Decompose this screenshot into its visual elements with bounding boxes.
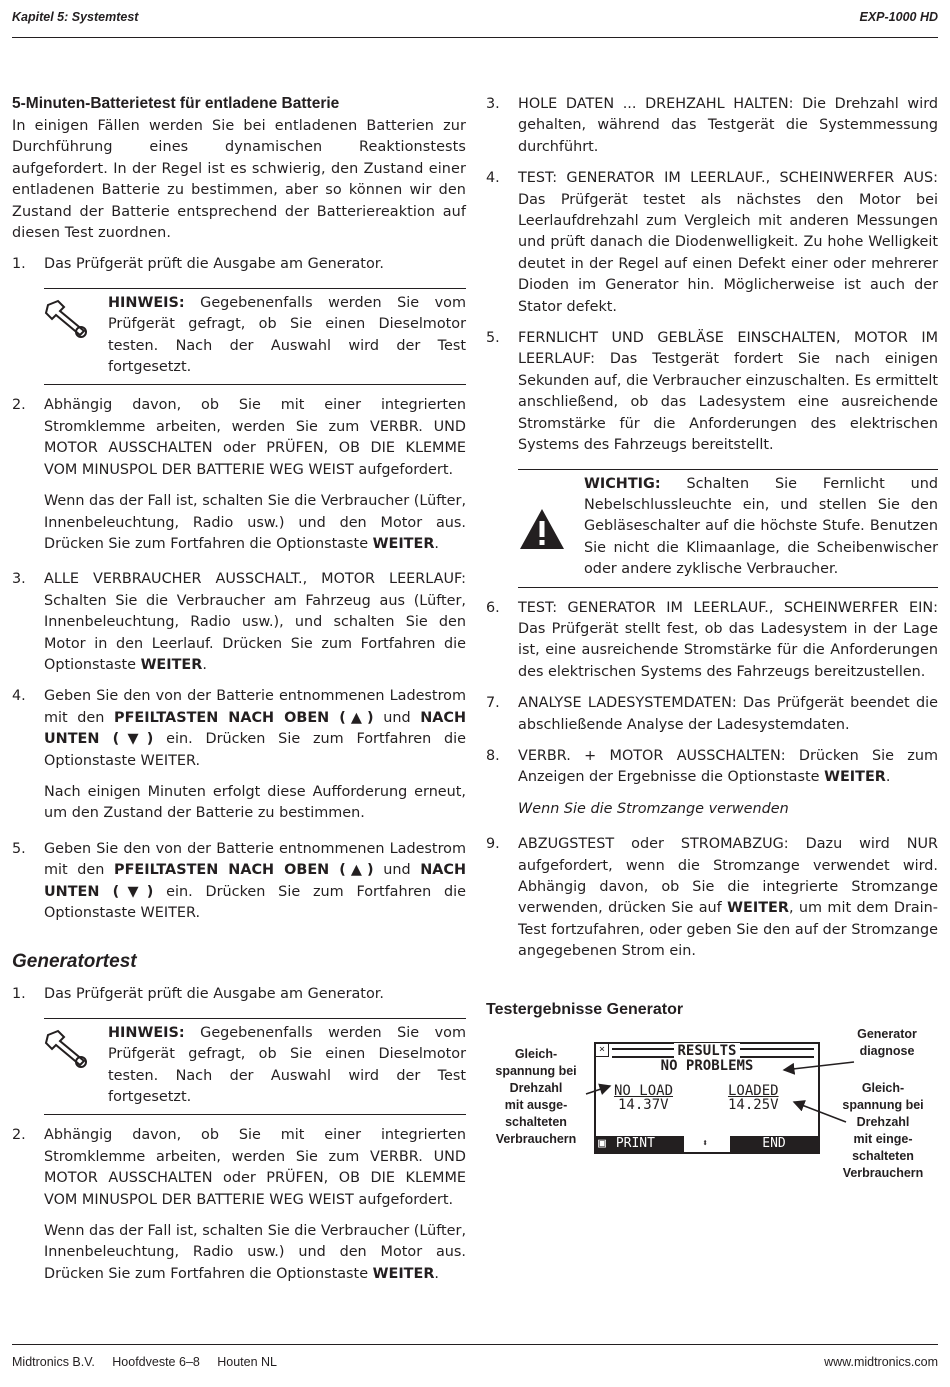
loaded-label: LOADED: [728, 1083, 779, 1100]
item-text: Abhängig davon, ob Sie mit einer integrierten Stromklemme arbeiten, werden Sie zum VERBR. UND MOTOR AUSSCHALTEN oder PRÜFEN, OB DIE KLEMME VOM MINUSPOL DER BATTERIE WEG WEIST aufgefordert.: [44, 397, 466, 478]
list-item: [486, 746, 938, 789]
note-body: Gegebenenfalls werden Sie vom Prüfgerät gefragt, ob Sie einen Dieselmotor testen. Nach der Auswahl wird der Test fortgesetzt.: [108, 294, 466, 376]
figure-title: Testergebnisse Generator: [486, 1000, 684, 1018]
arrow-diagnose: [784, 1062, 854, 1070]
lcd-title: RESULTS: [596, 1044, 818, 1058]
warning-label: WICHTIG:: [584, 475, 661, 492]
item-subparagraph: Nach einigen Minuten erfolgt diese Aufforderung erneut, um den Zustand der Batterie zu bestimmen.: [44, 783, 466, 822]
item-number: 3.: [486, 96, 500, 112]
callout-arrows: [486, 1024, 938, 1184]
noload-label: NO LOAD: [614, 1083, 674, 1100]
list-item: [12, 686, 466, 772]
item-number: 4.: [12, 688, 26, 705]
up-down-arrow-icon[interactable]: ⬍: [701, 1138, 709, 1150]
item-text: FERNLICHT UND GEBLÄSE EINSCHALTEN, MOTOR IM LEERLAUF: Das Testgerät fordert Sie nach einigen Sekunden auf, die Verbraucher einzuschalten. Es ermittelt anschließend, ob das Ladesystem eine ausreichende Stromstärke für die Anforderungen des elektrischen Systems des Fahrzeugs bereitstellt.: [518, 330, 938, 454]
list-item: [12, 395, 466, 481]
caption-left: Gleich- spannung bei Drehzahl mit ausge- schalteten Verbrauchern: [495, 1047, 577, 1147]
item-text: Geben Sie den von der Batterie entnommenen Ladestrom mit den PFEILTASTEN NACH OBEN (▲) und NACH UNTEN (▼) ein. Drücken Sie zum Fortfahren die Optionstaste WEITER.: [44, 840, 467, 921]
warning-box: [518, 469, 938, 588]
item-number: 1.: [12, 256, 26, 273]
footer-rule: [12, 1344, 938, 1345]
list-item: [486, 693, 938, 736]
intro-paragraph: In einigen Fällen werden Sie bei entladenen Batterien zur Durchführung eines dynamischen Reaktionstests aufgefordert. In der Regel ist es schwierig, den Zustand einer entladenen Batterie zu bestimmen, aber so können wir den Zustand der Batterie entsprechend der Batteriereaktion auf diesen Test zuordnen.: [12, 118, 466, 242]
wrench-icon: [44, 1023, 108, 1109]
arrow-noload: [586, 1086, 610, 1094]
warning-body: Schalten Sie Fernlicht und Nebelschlussleuchte ein, und stellen Sie den Gebläseschalter auf die höchste Stufe. Benutzen Sie nicht die Klimaanlage, die Scheibenwischer oder andere zyklische Verbraucher.: [584, 475, 938, 578]
item-number: 5.: [486, 330, 500, 347]
list-item: [12, 839, 466, 925]
note-label: HINWEIS:: [108, 1024, 185, 1041]
item-text: TEST: GENERATOR IM LEERLAUF., SCHEINWERFER EIN: Das Prüfgerät stellt fest, ob das Ladesystem in der Lage ist, eine ausreichende Stromstärke für die Anforderungen des elektrischen Systems des Fahrzeugs bereitzustellen.: [518, 599, 938, 680]
page-header: [12, 10, 938, 30]
section-heading-generator: Generatortest: [12, 951, 137, 973]
list-item: [12, 1125, 466, 1211]
item-number: 7.: [486, 695, 500, 712]
item-text: Abhängig davon, ob Sie mit einer integrierten Stromklemme arbeiten, werden Sie zum VERBR. UND MOTOR AUSSCHALTEN oder PRÜFEN, OB DIE KLEMME VOM MINUSPOL DER BATTERIE WEG WEIST aufgefordert.: [44, 1127, 466, 1208]
item-text: TEST: GENERATOR IM LEERLAUF., SCHEINWERFER AUS: Das Prüfgerät testet als nächstes den Motor bei Leerlaufdrehzahl zum Vergleich mit anderen Messungen und prüft danach die Diodenwelligkeit. Zu hohe Welligkeit deutet in der Regel auf einen Defekt einer oder mehrerer Dioden im Generator hin. Möglicherweise ist auch der Stator defekt.: [518, 170, 938, 315]
section-heading: 5-Minuten-Batterietest für entladene Batterie: [12, 95, 340, 112]
item-number: 1.: [12, 986, 26, 1003]
item-number: 8.: [486, 747, 500, 764]
item-number: 9.: [486, 836, 500, 853]
footer-address: Midtronics B.V. Hoofdveste 6–8 Houten NL: [12, 1355, 277, 1369]
item-text: Das Prüfgerät prüft die Ausgabe am Generator.: [44, 256, 384, 273]
item-number: 2.: [12, 397, 26, 414]
list-item: [12, 984, 466, 1005]
list-item: [486, 168, 938, 318]
loaded-value: 14.25V: [728, 1097, 779, 1114]
list-item: [12, 254, 466, 275]
item-text: ANALYSE LADESYSTEMDATEN: Das Prüfgerät beendet die abschließende Analyse der Ladesystemdaten.: [518, 695, 938, 733]
item-text: VERBR. + MOTOR AUSSCHALTEN: Drücken Sie zum Anzeigen der Ergebnisse die Optionstaste WEITER.: [518, 747, 938, 786]
item-text: Geben Sie den von der Batterie entnommenen Ladestrom mit den PFEILTASTEN NACH OBEN (▲) und NACH UNTEN (▼) ein. Drücken Sie zum Fortfahren die Optionstaste WEITER.: [44, 688, 467, 769]
item-number: 5.: [12, 840, 26, 857]
close-icon: ×: [596, 1044, 609, 1057]
note-box: [44, 1018, 466, 1116]
wrench-icon: [44, 293, 108, 379]
header-rule: [12, 37, 938, 38]
warning-text: [584, 474, 938, 581]
chapter-title: Kapitel 5: Systemtest: [12, 10, 139, 24]
results-figure: [486, 1024, 938, 1184]
caption-right: Gleich- spannung bei Drehzahl mit einge- schalteten Verbrauchern: [842, 1081, 924, 1181]
footer-website: www.midtronics.com: [824, 1355, 938, 1369]
arrow-loaded: [794, 1102, 846, 1122]
item-number: 6.: [486, 599, 500, 616]
print-icon: ▣: [598, 1136, 606, 1152]
noload-value: 14.37V: [618, 1097, 669, 1114]
right-column: [486, 94, 938, 1184]
item-number: 4.: [486, 170, 500, 187]
note-text: [108, 293, 466, 379]
list-item: [486, 598, 938, 684]
item-number: 3.: [12, 571, 26, 588]
item-text: HOLE DATEN ... DREHZAHL HALTEN: Die Drehzahl wird gehalten, während das Testgerät die Systemmessung durchführt.: [518, 96, 938, 155]
caption-top-right: Generator diagnose: [857, 1027, 917, 1059]
item-text: Das Prüfgerät prüft die Ausgabe am Generator.: [44, 986, 384, 1003]
note-text: [108, 1023, 466, 1109]
item-subparagraph: Wenn das der Fall ist, schalten Sie die Verbraucher (Lüfter, Innenbeleuchtung, Radio usw.) und den Motor aus. Drücken Sie zum Fortfahren die Optionstaste WEITER.: [44, 493, 467, 552]
list-item: [486, 834, 938, 962]
left-column: [12, 94, 466, 1285]
item-number: 2.: [12, 1127, 26, 1144]
item-text: ALLE VERBRAUCHER AUSSCHALT., MOTOR LEERLAUF: Schalten Sie die Verbraucher am Fahrzeug aus (Lüfter, Innenbeleuchtung, Radio usw.), und schalten Sie den Motor in den Leerlauf. Drücken Sie zum Fortfahren die Optionstaste WEITER.: [44, 571, 466, 673]
list-item: [486, 328, 938, 456]
list-item: [12, 569, 466, 676]
note-body: Gegebenenfalls werden Sie vom Prüfgerät gefragt, ob Sie einen Dieselmotor testen. Nach der Auswahl wird der Test fortgesetzt.: [108, 1024, 466, 1106]
warning-triangle-icon: [518, 474, 584, 581]
item-text: ABZUGSTEST oder STROMABZUG: Dazu wird NUR aufgefordert, wenn die Stromzange verwendet wird. Abhängig davon, ob Sie die integrierte Stromzange verwenden, drücken Sie auf WEITER, um mit dem Drain-Test fortzufahren, oder geben Sie den auf der Stromzange angegebenen Strom ein.: [518, 836, 938, 960]
product-name: EXP-1000 HD: [859, 10, 938, 24]
item-subparagraph: Wenn das der Fall ist, schalten Sie die Verbraucher (Lüfter, Innenbeleuchtung, Radio usw.) und den Motor aus. Drücken Sie zum Fortfahren die Optionstaste WEITER.: [44, 1223, 467, 1282]
note-box: [44, 288, 466, 386]
note-label: HINWEIS:: [108, 294, 185, 311]
italic-subheading: Wenn Sie die Stromzange verwenden: [518, 800, 789, 817]
list-item: [486, 94, 938, 158]
print-button[interactable]: ▣ PRINT: [596, 1136, 684, 1152]
end-button[interactable]: END: [730, 1136, 818, 1152]
lcd-status: NO PROBLEMS: [660, 1058, 754, 1075]
